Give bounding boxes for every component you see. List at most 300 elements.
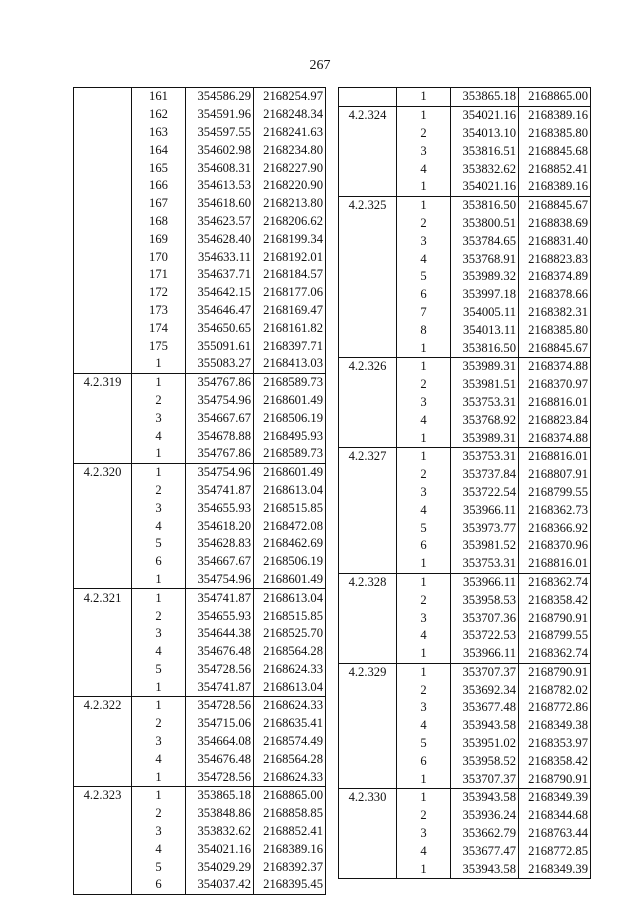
table-row xyxy=(339,663,591,681)
y-coordinate-cell: 2168206.62 xyxy=(254,213,326,231)
table-row xyxy=(339,196,591,214)
section-cell xyxy=(339,555,397,573)
table-row xyxy=(74,355,326,373)
table-row xyxy=(74,750,326,768)
table-row xyxy=(74,643,326,661)
table-row xyxy=(339,394,591,412)
y-coordinate-cell: 2168382.31 xyxy=(519,304,591,322)
point-number-cell: 169 xyxy=(132,230,186,248)
x-coordinate-cell: 353989.31 xyxy=(451,357,519,375)
y-coordinate-cell: 2168852.41 xyxy=(254,823,326,841)
y-coordinate-cell: 2168816.01 xyxy=(519,555,591,573)
point-number-cell: 4 xyxy=(397,411,451,429)
table-row xyxy=(339,411,591,429)
table-row xyxy=(339,860,591,878)
section-cell xyxy=(339,519,397,537)
point-number-cell: 175 xyxy=(132,337,186,355)
y-coordinate-cell: 2168515.85 xyxy=(254,499,326,517)
point-number-cell: 2 xyxy=(397,215,451,233)
y-coordinate-cell: 2168782.02 xyxy=(519,681,591,699)
y-coordinate-cell: 2168790.91 xyxy=(519,770,591,788)
y-coordinate-cell: 2168852.41 xyxy=(519,160,591,178)
y-coordinate-cell: 2168344.68 xyxy=(519,807,591,825)
y-coordinate-cell: 2168389.16 xyxy=(519,106,591,124)
x-coordinate-cell: 353662.79 xyxy=(451,825,519,843)
x-coordinate-cell: 354667.67 xyxy=(186,409,254,427)
table-row xyxy=(339,88,591,107)
y-coordinate-cell: 2168506.19 xyxy=(254,553,326,571)
table-row xyxy=(74,302,326,320)
point-number-cell: 6 xyxy=(132,553,186,571)
table-row xyxy=(339,286,591,304)
table-row xyxy=(339,573,591,591)
section-cell xyxy=(74,553,132,571)
point-number-cell: 6 xyxy=(397,752,451,770)
x-coordinate-cell: 353966.11 xyxy=(451,573,519,591)
section-cell: 4.2.328 xyxy=(339,573,397,591)
point-number-cell: 6 xyxy=(397,537,451,555)
table-row xyxy=(74,88,326,106)
y-coordinate-cell: 2168374.88 xyxy=(519,357,591,375)
point-number-cell: 1 xyxy=(397,573,451,591)
table-row xyxy=(74,106,326,124)
point-number-cell: 174 xyxy=(132,319,186,337)
table-row xyxy=(339,429,591,447)
section-cell xyxy=(339,752,397,770)
point-number-cell: 7 xyxy=(397,304,451,322)
x-coordinate-cell: 353832.62 xyxy=(186,823,254,841)
table-row xyxy=(339,825,591,843)
x-coordinate-cell: 354608.31 xyxy=(186,159,254,177)
y-coordinate-cell: 2168823.83 xyxy=(519,250,591,268)
point-number-cell: 6 xyxy=(397,286,451,304)
table-row xyxy=(74,213,326,231)
x-coordinate-cell: 354655.93 xyxy=(186,607,254,625)
table-row xyxy=(339,357,591,375)
section-cell xyxy=(74,392,132,410)
x-coordinate-cell: 353816.50 xyxy=(451,196,519,214)
x-coordinate-cell: 353832.62 xyxy=(451,160,519,178)
x-coordinate-cell: 354767.86 xyxy=(186,373,254,391)
point-number-cell: 1 xyxy=(132,589,186,607)
x-coordinate-cell: 354628.83 xyxy=(186,535,254,553)
point-number-cell: 1 xyxy=(132,678,186,696)
x-coordinate-cell: 353981.51 xyxy=(451,376,519,394)
table-row xyxy=(339,376,591,394)
x-coordinate-cell: 353936.24 xyxy=(451,807,519,825)
table-row xyxy=(74,823,326,841)
x-coordinate-cell: 354037.42 xyxy=(186,876,254,894)
x-coordinate-cell: 353958.52 xyxy=(451,752,519,770)
point-number-cell: 4 xyxy=(132,427,186,445)
y-coordinate-cell: 2168601.49 xyxy=(254,463,326,481)
y-coordinate-cell: 2168234.80 xyxy=(254,141,326,159)
x-coordinate-cell: 354637.71 xyxy=(186,266,254,284)
section-cell xyxy=(74,195,132,213)
y-coordinate-cell: 2168613.04 xyxy=(254,482,326,500)
section-cell xyxy=(74,535,132,553)
section-cell xyxy=(74,571,132,589)
section-cell xyxy=(339,88,397,107)
point-number-cell: 161 xyxy=(132,88,186,106)
point-number-cell: 1 xyxy=(397,555,451,573)
x-coordinate-cell: 353816.50 xyxy=(451,339,519,357)
section-cell xyxy=(339,717,397,735)
x-coordinate-cell: 354597.55 xyxy=(186,124,254,142)
y-coordinate-cell: 2168624.33 xyxy=(254,661,326,679)
point-number-cell: 2 xyxy=(132,392,186,410)
point-number-cell: 3 xyxy=(132,409,186,427)
y-coordinate-cell: 2168865.00 xyxy=(254,787,326,805)
table-row xyxy=(74,805,326,823)
x-coordinate-cell: 353753.31 xyxy=(451,394,519,412)
point-number-cell: 6 xyxy=(132,876,186,894)
point-number-cell: 1 xyxy=(132,768,186,786)
y-coordinate-cell: 2168589.73 xyxy=(254,373,326,391)
point-number-cell: 1 xyxy=(132,373,186,391)
point-number-cell: 1 xyxy=(397,860,451,878)
point-number-cell: 5 xyxy=(132,661,186,679)
point-number-cell: 164 xyxy=(132,141,186,159)
table-row xyxy=(74,445,326,463)
table-row xyxy=(74,266,326,284)
point-number-cell: 4 xyxy=(397,842,451,860)
table-row xyxy=(74,427,326,445)
y-coordinate-cell: 2168589.73 xyxy=(254,445,326,463)
point-number-cell: 1 xyxy=(397,178,451,196)
x-coordinate-cell: 353966.11 xyxy=(451,501,519,519)
y-coordinate-cell: 2168370.96 xyxy=(519,537,591,555)
point-number-cell: 172 xyxy=(132,284,186,302)
section-cell xyxy=(74,768,132,786)
section-cell xyxy=(339,142,397,160)
y-coordinate-cell: 2168374.88 xyxy=(519,429,591,447)
point-number-cell: 2 xyxy=(397,376,451,394)
point-number-cell: 5 xyxy=(397,268,451,286)
section-cell xyxy=(74,750,132,768)
section-cell xyxy=(74,876,132,894)
y-coordinate-cell: 2168362.73 xyxy=(519,501,591,519)
table-row xyxy=(74,373,326,391)
x-coordinate-cell: 354013.11 xyxy=(451,321,519,339)
y-coordinate-cell: 2168807.91 xyxy=(519,466,591,484)
table-row xyxy=(339,699,591,717)
y-coordinate-cell: 2168358.42 xyxy=(519,591,591,609)
y-coordinate-cell: 2168515.85 xyxy=(254,607,326,625)
section-cell xyxy=(74,284,132,302)
section-cell xyxy=(74,319,132,337)
x-coordinate-cell: 354623.57 xyxy=(186,213,254,231)
y-coordinate-cell: 2168845.67 xyxy=(519,339,591,357)
section-cell: 4.2.330 xyxy=(339,789,397,807)
point-number-cell: 1 xyxy=(132,463,186,481)
point-number-cell: 2 xyxy=(132,607,186,625)
y-coordinate-cell: 2168241.63 xyxy=(254,124,326,142)
table-row xyxy=(339,106,591,124)
y-coordinate-cell: 2168254.97 xyxy=(254,88,326,106)
table-row xyxy=(339,321,591,339)
y-coordinate-cell: 2168213.80 xyxy=(254,195,326,213)
x-coordinate-cell: 354655.93 xyxy=(186,499,254,517)
y-coordinate-cell: 2168362.74 xyxy=(519,573,591,591)
y-coordinate-cell: 2168790.91 xyxy=(519,609,591,627)
y-coordinate-cell: 2168845.68 xyxy=(519,142,591,160)
section-cell: 4.2.325 xyxy=(339,196,397,214)
y-coordinate-cell: 2168161.82 xyxy=(254,319,326,337)
section-cell xyxy=(339,807,397,825)
x-coordinate-cell: 353722.54 xyxy=(451,484,519,502)
section-cell: 4.2.327 xyxy=(339,447,397,465)
section-cell: 4.2.323 xyxy=(74,787,132,805)
table-row xyxy=(74,876,326,894)
table-row xyxy=(74,733,326,751)
y-coordinate-cell: 2168374.89 xyxy=(519,268,591,286)
y-coordinate-cell: 2168831.40 xyxy=(519,232,591,250)
x-coordinate-cell: 354005.11 xyxy=(451,304,519,322)
point-number-cell: 5 xyxy=(397,519,451,537)
x-coordinate-cell: 353768.91 xyxy=(451,250,519,268)
x-coordinate-cell: 353816.51 xyxy=(451,142,519,160)
x-coordinate-cell: 353943.58 xyxy=(451,860,519,878)
y-coordinate-cell: 2168601.49 xyxy=(254,392,326,410)
point-number-cell: 2 xyxy=(397,681,451,699)
point-number-cell: 1 xyxy=(397,645,451,663)
y-coordinate-cell: 2168816.01 xyxy=(519,394,591,412)
point-number-cell: 1 xyxy=(397,429,451,447)
table-row xyxy=(74,840,326,858)
y-coordinate-cell: 2168389.16 xyxy=(519,178,591,196)
section-cell xyxy=(339,466,397,484)
section-cell: 4.2.319 xyxy=(74,373,132,391)
table-row xyxy=(74,535,326,553)
y-coordinate-cell: 2168349.38 xyxy=(519,717,591,735)
section-cell: 4.2.320 xyxy=(74,463,132,481)
point-number-cell: 3 xyxy=(397,484,451,502)
section-cell xyxy=(339,321,397,339)
x-coordinate-cell: 353966.11 xyxy=(451,645,519,663)
x-coordinate-cell: 354667.67 xyxy=(186,553,254,571)
x-coordinate-cell: 354676.48 xyxy=(186,750,254,768)
y-coordinate-cell: 2168358.42 xyxy=(519,752,591,770)
y-coordinate-cell: 2168564.28 xyxy=(254,643,326,661)
y-coordinate-cell: 2168248.34 xyxy=(254,106,326,124)
x-coordinate-cell: 354728.56 xyxy=(186,697,254,715)
section-cell xyxy=(74,248,132,266)
y-coordinate-cell: 2168349.39 xyxy=(519,789,591,807)
y-coordinate-cell: 2168220.90 xyxy=(254,177,326,195)
x-coordinate-cell: 354728.56 xyxy=(186,768,254,786)
y-coordinate-cell: 2168385.80 xyxy=(519,321,591,339)
table-row xyxy=(74,499,326,517)
x-coordinate-cell: 353989.31 xyxy=(451,429,519,447)
section-cell xyxy=(339,681,397,699)
y-coordinate-cell: 2168763.44 xyxy=(519,825,591,843)
x-coordinate-cell: 353943.58 xyxy=(451,789,519,807)
x-coordinate-cell: 353784.65 xyxy=(451,232,519,250)
coordinates-table-right xyxy=(338,87,591,879)
table-row xyxy=(74,715,326,733)
section-cell xyxy=(339,250,397,268)
x-coordinate-cell: 353958.53 xyxy=(451,591,519,609)
x-coordinate-cell: 353737.84 xyxy=(451,466,519,484)
point-number-cell: 1 xyxy=(132,697,186,715)
x-coordinate-cell: 353997.18 xyxy=(451,286,519,304)
table-row xyxy=(74,284,326,302)
section-cell xyxy=(339,537,397,555)
point-number-cell: 3 xyxy=(397,142,451,160)
table-row xyxy=(339,160,591,178)
section-cell xyxy=(74,607,132,625)
y-coordinate-cell: 2168601.49 xyxy=(254,571,326,589)
y-coordinate-cell: 2168349.39 xyxy=(519,860,591,878)
section-cell xyxy=(74,715,132,733)
point-number-cell: 168 xyxy=(132,213,186,231)
y-coordinate-cell: 2168772.86 xyxy=(519,699,591,717)
y-coordinate-cell: 2168392.37 xyxy=(254,858,326,876)
y-coordinate-cell: 2168184.57 xyxy=(254,266,326,284)
table-row xyxy=(74,697,326,715)
x-coordinate-cell: 353692.34 xyxy=(451,681,519,699)
section-cell xyxy=(74,661,132,679)
point-number-cell: 1 xyxy=(397,357,451,375)
point-number-cell: 4 xyxy=(397,160,451,178)
y-coordinate-cell: 2168177.06 xyxy=(254,284,326,302)
point-number-cell: 173 xyxy=(132,302,186,320)
page-number: 267 xyxy=(309,58,331,73)
table-row xyxy=(339,609,591,627)
y-coordinate-cell: 2168385.80 xyxy=(519,125,591,143)
section-cell xyxy=(74,106,132,124)
point-number-cell: 2 xyxy=(397,807,451,825)
section-cell xyxy=(339,501,397,519)
point-number-cell: 4 xyxy=(397,250,451,268)
x-coordinate-cell: 354754.96 xyxy=(186,571,254,589)
table-row xyxy=(74,517,326,535)
x-coordinate-cell: 354602.98 xyxy=(186,141,254,159)
table-row xyxy=(74,230,326,248)
y-coordinate-cell: 2168525.70 xyxy=(254,625,326,643)
section-cell xyxy=(74,159,132,177)
y-coordinate-cell: 2168624.33 xyxy=(254,697,326,715)
y-coordinate-cell: 2168506.19 xyxy=(254,409,326,427)
section-cell xyxy=(74,88,132,106)
x-coordinate-cell: 354664.08 xyxy=(186,733,254,751)
point-number-cell: 4 xyxy=(132,517,186,535)
section-cell xyxy=(339,304,397,322)
table-row xyxy=(74,392,326,410)
point-number-cell: 1 xyxy=(397,106,451,124)
y-coordinate-cell: 2168169.47 xyxy=(254,302,326,320)
point-number-cell: 4 xyxy=(132,840,186,858)
point-number-cell: 4 xyxy=(397,627,451,645)
section-cell xyxy=(339,627,397,645)
point-number-cell: 3 xyxy=(132,625,186,643)
x-coordinate-cell: 354728.56 xyxy=(186,661,254,679)
y-coordinate-cell: 2168799.55 xyxy=(519,627,591,645)
table-row xyxy=(339,555,591,573)
section-cell xyxy=(339,645,397,663)
section-cell xyxy=(339,699,397,717)
table-row xyxy=(74,248,326,266)
section-cell xyxy=(74,337,132,355)
table-row xyxy=(339,447,591,465)
table-row xyxy=(339,842,591,860)
point-number-cell: 162 xyxy=(132,106,186,124)
y-coordinate-cell: 2168389.16 xyxy=(254,840,326,858)
x-coordinate-cell: 354613.53 xyxy=(186,177,254,195)
table-row xyxy=(74,409,326,427)
y-coordinate-cell: 2168613.04 xyxy=(254,589,326,607)
section-cell xyxy=(74,643,132,661)
y-coordinate-cell: 2168823.84 xyxy=(519,411,591,429)
point-number-cell: 5 xyxy=(132,858,186,876)
table-row xyxy=(74,571,326,589)
x-coordinate-cell: 353707.36 xyxy=(451,609,519,627)
point-number-cell: 2 xyxy=(397,591,451,609)
point-number-cell: 3 xyxy=(132,733,186,751)
section-cell xyxy=(74,302,132,320)
table-row xyxy=(74,661,326,679)
table-row xyxy=(74,607,326,625)
point-number-cell: 1 xyxy=(397,770,451,788)
x-coordinate-cell: 353768.92 xyxy=(451,411,519,429)
point-number-cell: 2 xyxy=(397,466,451,484)
section-cell xyxy=(74,678,132,696)
x-coordinate-cell: 354678.88 xyxy=(186,427,254,445)
section-cell xyxy=(74,823,132,841)
table-row xyxy=(339,519,591,537)
section-cell: 4.2.324 xyxy=(339,106,397,124)
point-number-cell: 1 xyxy=(397,339,451,357)
table-row xyxy=(339,770,591,788)
table-row xyxy=(339,627,591,645)
table-row xyxy=(74,463,326,481)
section-cell: 4.2.329 xyxy=(339,663,397,681)
y-coordinate-cell: 2168378.66 xyxy=(519,286,591,304)
section-cell: 4.2.326 xyxy=(339,357,397,375)
section-cell xyxy=(74,482,132,500)
table-row xyxy=(339,537,591,555)
x-coordinate-cell: 353722.53 xyxy=(451,627,519,645)
section-cell xyxy=(339,735,397,753)
y-coordinate-cell: 2168462.69 xyxy=(254,535,326,553)
point-number-cell: 1 xyxy=(132,571,186,589)
table-row xyxy=(339,484,591,502)
section-cell xyxy=(339,609,397,627)
x-coordinate-cell: 354741.87 xyxy=(186,678,254,696)
table-row xyxy=(74,787,326,805)
x-coordinate-cell: 354741.87 xyxy=(186,482,254,500)
table-row xyxy=(339,142,591,160)
point-number-cell: 165 xyxy=(132,159,186,177)
y-coordinate-cell: 2168353.97 xyxy=(519,735,591,753)
x-coordinate-cell: 353865.18 xyxy=(451,88,519,107)
section-cell: 4.2.322 xyxy=(74,697,132,715)
point-number-cell: 3 xyxy=(132,499,186,517)
y-coordinate-cell: 2168395.45 xyxy=(254,876,326,894)
table-row xyxy=(339,591,591,609)
y-coordinate-cell: 2168362.74 xyxy=(519,645,591,663)
section-cell xyxy=(74,858,132,876)
x-coordinate-cell: 354650.65 xyxy=(186,319,254,337)
y-coordinate-cell: 2168564.28 xyxy=(254,750,326,768)
x-coordinate-cell: 354754.96 xyxy=(186,392,254,410)
section-cell xyxy=(339,160,397,178)
section-cell xyxy=(74,840,132,858)
table-row xyxy=(339,807,591,825)
x-coordinate-cell: 354029.29 xyxy=(186,858,254,876)
section-cell xyxy=(74,499,132,517)
